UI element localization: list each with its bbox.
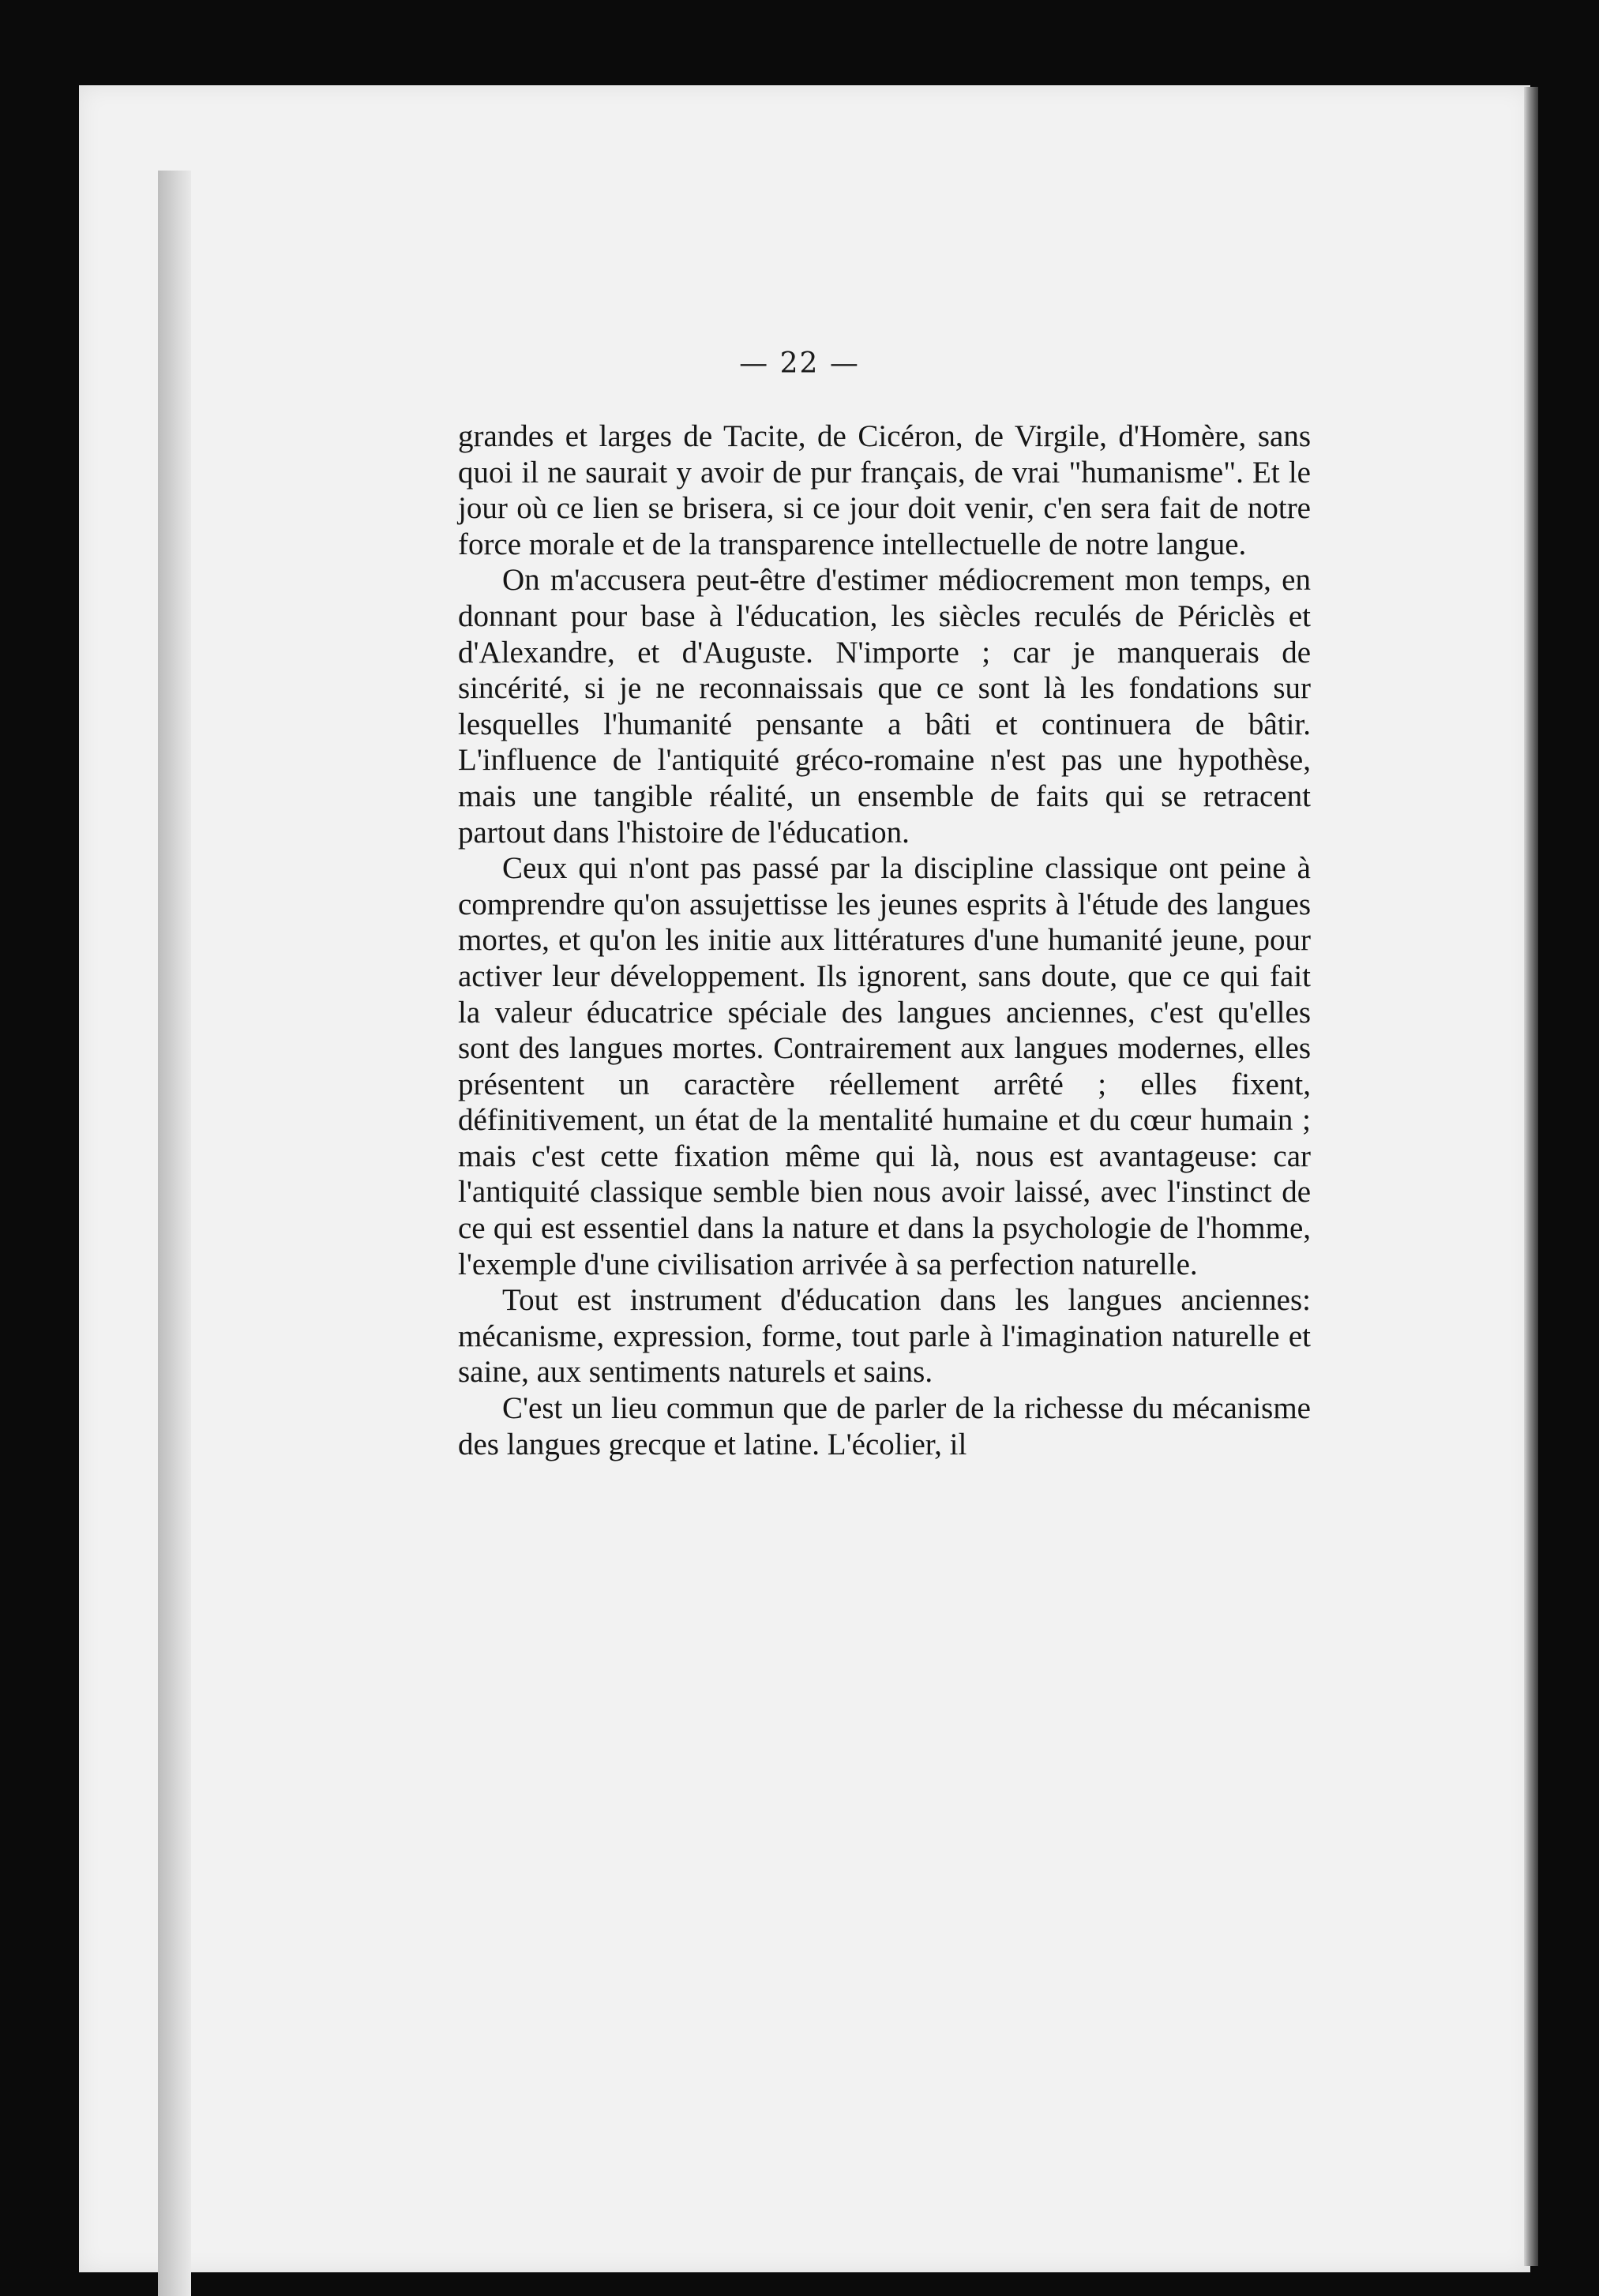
paragraph-3: Ceux qui n'ont pas passé par la discipline classique ont peine à comprendre qu'on assujettisse les jeunes esprits à l'étude des langues mortes, et qu'on les initie aux littératures d'une humanité jeune, pour activer leur développement. Ils ignorent, sans doute, que ce qui fait la valeur éducatrice spéciale des langues anciennes, c'est qu'elles sont des langues mortes. Contrairement aux langues modernes, elles présentent un caractère réellement arrêté ; elles fixent, définitivement, un état de la mentalité humaine et du cœur humain ; mais c'est cette fixation même qui là, nous est avantageuse: car l'antiquité classique semble bien nous avoir laissé, avec l'instinct de ce qui est essentiel dans la nature et dans la psychologie de l'homme, l'exemple d'une civilisation arrivée à sa perfection naturelle. [458,851,1311,1281]
paragraph-2: On m'accusera peut-être d'estimer médiocrement mon temps, en donnant pour base à l'éducation, les siècles reculés de Périclès et d'Alexandre, et d'Auguste. N'importe ; car je manquerais de sincérité, si je ne reconnaissais que ce sont là les fondations sur lesquelles l'humanité pensante a bâti et continuera de bâtir. L'influence de l'antiquité gréco-romaine n'est pas une hypothèse, mais une tangible réalité, un ensemble de faits qui se retracent partout dans l'histoire de l'éducation. [458,563,1311,850]
page-number: — 22 — [739,347,860,380]
paragraph-5: C'est un lieu commun que de parler de la richesse du mécanisme des langues grecque et latine. L'écolier, il [458,1391,1311,1461]
paragraph-4: Tout est instrument d'éducation dans les langues anciennes: mécanisme, expression, forme, tout parle à l'imagination naturelle et saine, aux sentiments naturels et sains. [458,1283,1311,1390]
body-text [458,418,1311,1462]
paper-left-edge [158,171,191,2296]
paper-right-edge [1524,87,1538,2266]
paragraph-1: grandes et larges de Tacite, de Cicéron, de Virgile, d'Homère, sans quoi il ne saurait y avoir de pur français, de vrai "humanisme". Et le jour où ce lien se brisera, si ce jour doit venir, c'en sera fait de notre force morale et de la transparence intellectuelle de notre langue. [458,419,1311,561]
